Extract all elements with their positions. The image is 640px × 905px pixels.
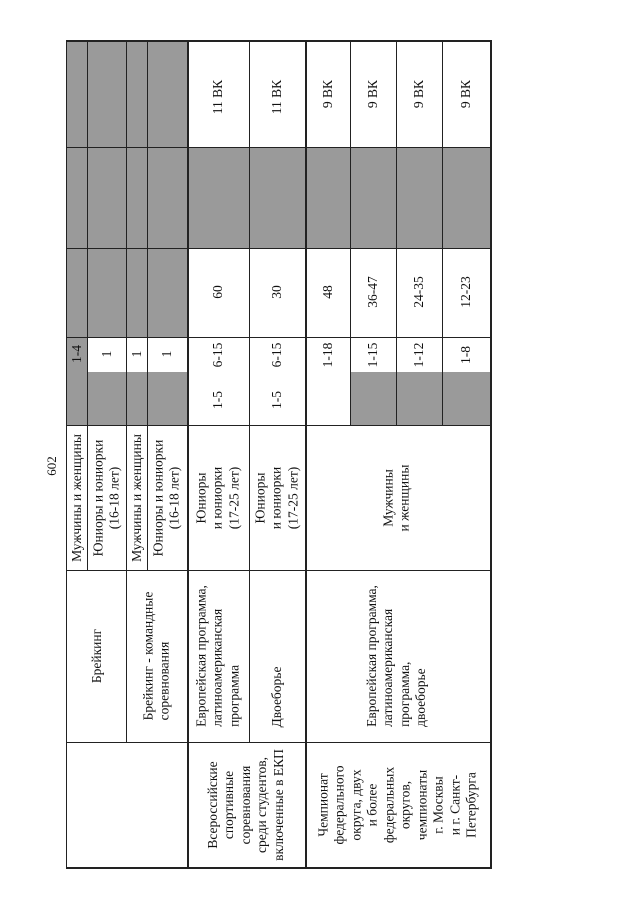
row-line-a xyxy=(87,40,88,570)
rotated-table: Брейкинг Мужчины и женщины Юниоры и юниорки (16-18 лет) 1-4 1 Брейкинг - командные соревнования Мужчины и женщины Юниоры и юниорки (16-18 лет) 1 1 Всероссийские спортивные соревнования среди студентов, включенные в ЕКП Европейская программа, латиноамериканская программа Двоеборье Юниоры и юниорки (17-25 лет) Юниоры и юниорки (17-25 лет) 1-5 1-5 6-15 6-15 60 30 11 ВК 11 ВК Чемпионат федерального округа, двух и более федеральных округов, чемпионаты г. Москвы и г. Санкт- Петербурга Европейская программа, латиноамериканская программа, двоеборье Мужчины и женщины 1-18 1-15 1-12 1-8 48 36-47 24-35 12-23 9 ВК 9 ВК 9 ВК 9 ВК xyxy=(0,0,640,905)
row-line-d xyxy=(187,40,189,869)
line-title-score xyxy=(187,147,492,148)
line-score-rank xyxy=(66,248,492,249)
shade-score-right xyxy=(187,147,492,248)
row-line-c xyxy=(147,40,148,570)
line-ranka-group xyxy=(66,425,492,426)
border-left xyxy=(66,40,67,869)
shade-score-head xyxy=(66,248,87,337)
border-top xyxy=(66,40,492,42)
line-program-event xyxy=(66,742,492,743)
shade-rank-a-bottom xyxy=(350,372,492,425)
line-rankb-ranka xyxy=(66,337,492,338)
row-line-g xyxy=(350,40,351,426)
row-line-f xyxy=(305,40,307,869)
row-line-b xyxy=(126,40,127,743)
row-line-e xyxy=(249,40,250,743)
row-line-h xyxy=(396,40,397,426)
border-right xyxy=(490,40,492,869)
line-group-program xyxy=(66,570,492,571)
row-line-i xyxy=(442,40,443,426)
border-bottom xyxy=(66,867,492,869)
